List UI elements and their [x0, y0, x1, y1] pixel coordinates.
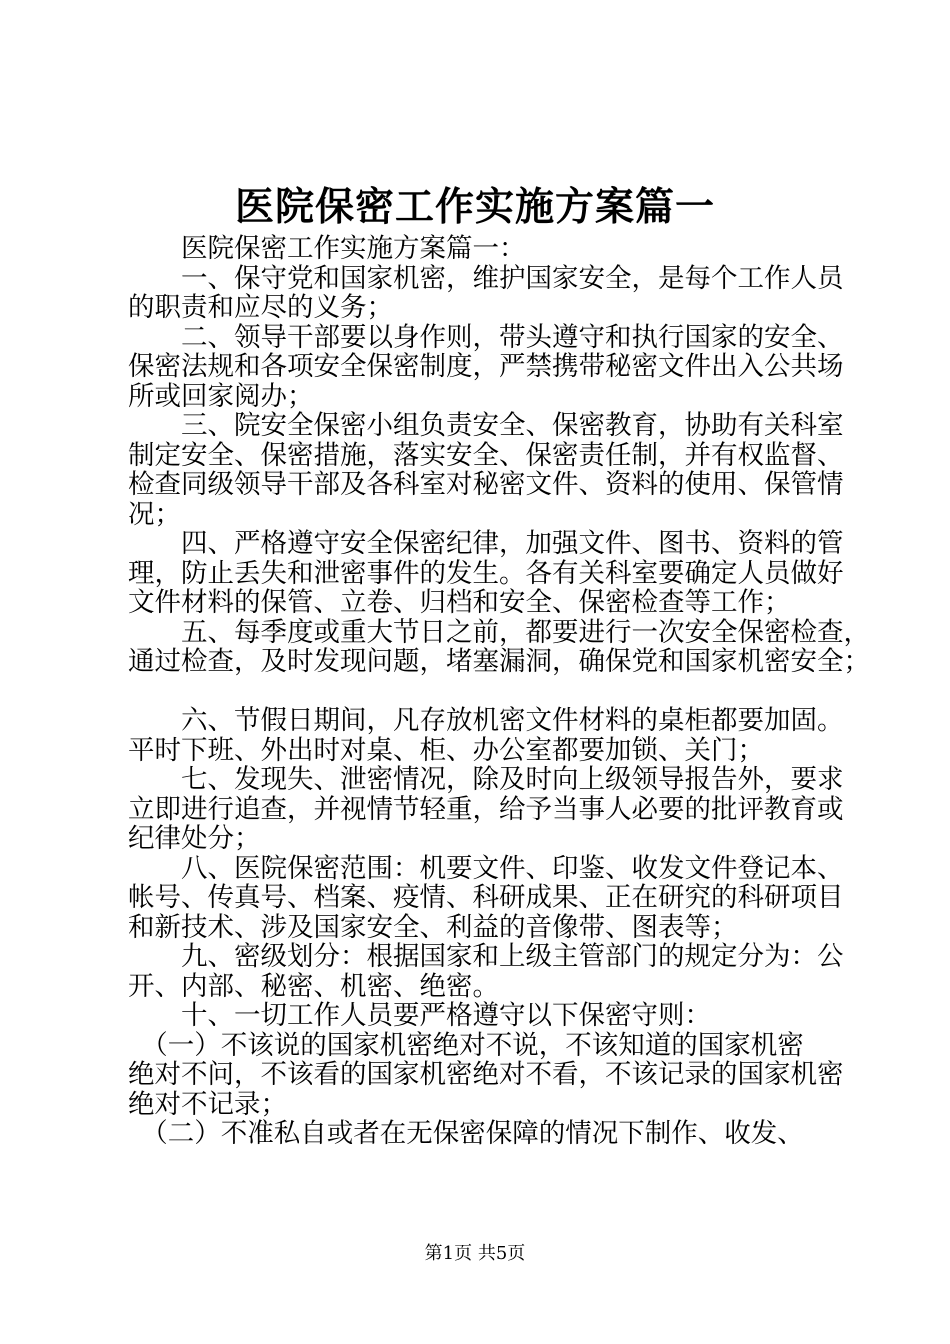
text-line: 保密法规和各项安全保密制度，严禁携带秘密文件出入公共场: [128, 351, 844, 382]
text-line: 三、院安全保密小组负责安全、保密教育，协助有关科室: [128, 410, 844, 441]
text-line: 平时下班、外出时对桌、柜、办公室都要加锁、关门；: [128, 734, 764, 766]
document-body: [128, 233, 870, 1149]
text-line: 文件材料的保管、立卷、归档和安全、保密检查等工作；: [128, 587, 791, 618]
text-line: 四、严格遵守安全保密纪律，加强文件、图书、资料的管: [128, 528, 844, 559]
text-line: 八、医院保密范围：机要文件、印鉴、收发文件登记本、: [128, 852, 844, 884]
text-line: 医院保密工作实施方案篇一：: [128, 233, 526, 264]
text-line: 和新技术、涉及国家安全、利益的音像带、图表等；: [128, 911, 738, 943]
text-line: 况；: [128, 498, 181, 530]
text-line: 制定安全、保密措施，落实安全、保密责任制，并有权监督、: [128, 439, 844, 471]
document-title: 医院保密工作实施方案篇一: [234, 185, 715, 230]
text-line: （一）不该说的国家机密绝对不说，不该知道的国家机密: [128, 1029, 804, 1061]
text-line: 十、一切工作人员要严格遵守以下保密守则：: [128, 1000, 711, 1031]
text-line: 所或回家阅办；: [128, 380, 314, 412]
text-line: 七、发现失、泄密情况，除及时向上级领导报告外，要求: [128, 764, 844, 795]
text-line: 开、内部、秘密、机密、绝密。: [128, 970, 499, 1002]
text-line: 检查同级领导干部及各科室对秘密文件、资料的使用、保管情: [128, 469, 844, 500]
text-line: 通过检查，及时发现问题，堵塞漏洞，确保党和国家机密安全；: [128, 646, 870, 677]
text-line: 六、节假日期间，凡存放机密文件材料的桌柜都要加固。: [128, 705, 844, 736]
text-line: 绝对不问，不该看的国家机密绝对不看，不该记录的国家机密: [128, 1059, 844, 1090]
text-line: 五、每季度或重大节日之前，都要进行一次安全保密检查，: [128, 616, 870, 648]
text-line: （二）不准私自或者在无保密保障的情况下制作、收发、: [128, 1118, 804, 1149]
text-line: 九、密级划分：根据国家和上级主管部门的规定分为：公: [128, 941, 844, 972]
text-line: 绝对不记录；: [128, 1088, 287, 1120]
text-line: 的职责和应尽的义务；: [128, 292, 393, 323]
text-line: 纪律处分；: [128, 823, 261, 854]
text-line: 立即进行追查，并视情节轻重，给予当事人必要的批评教育或: [128, 793, 844, 825]
text-line: [128, 677, 833, 707]
text-line: 帐号、传真号、档案、疫情、科研成果、正在研究的科研项目: [128, 882, 844, 913]
text-line: 理，防止丢失和泄密事件的发生。各有关科室要确定人员做好: [128, 557, 844, 589]
page-footer: 第1页 共5页: [424, 1243, 526, 1264]
text-line: 二、领导干部要以身作则，带头遵守和执行国家的安全、: [128, 321, 844, 353]
text-line: 一、保守党和国家机密，维护国家安全，是每个工作人员: [128, 262, 844, 294]
